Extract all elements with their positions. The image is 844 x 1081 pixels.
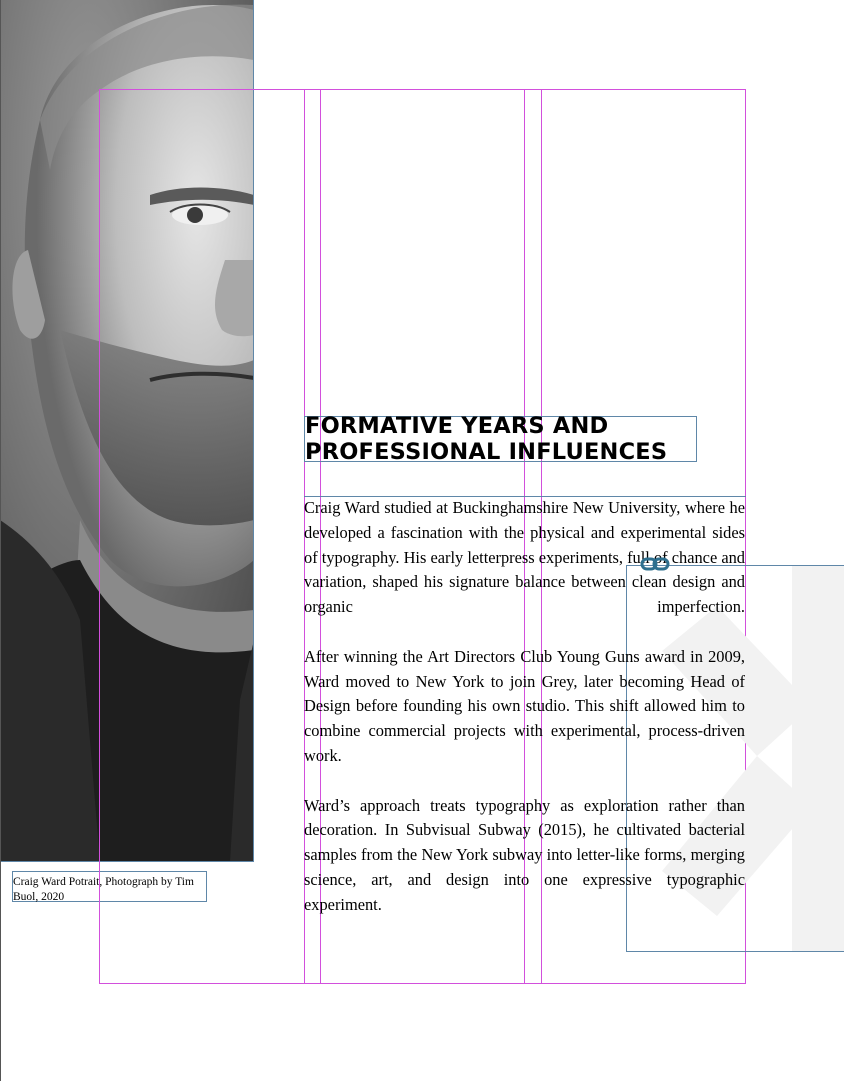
link-icon[interactable]	[640, 555, 670, 573]
section-heading	[305, 413, 667, 465]
photo-caption[interactable]	[12, 871, 207, 902]
heading-line-2: PROFESSIONAL INFLUENCES	[305, 439, 668, 465]
body-text	[304, 496, 745, 942]
portrait-photo	[0, 0, 254, 862]
page-edge	[0, 0, 1, 1081]
body-paragraph-3: Ward’s approach treats typography as exploration rather than decoration. In Subvisual Subway (2015), he cultivated bacterial samples from the New York subway into letter-like forms, merging science, art, and design into one expressive typographic experiment.	[304, 795, 745, 914]
portrait-photo-frame[interactable]	[0, 0, 254, 862]
heading-line-1: FORMATIVE YEARS AND	[305, 413, 609, 439]
body-paragraph-1: Craig Ward studied at Buckinghamshire New University, where he developed a fascination with the physical and experimental sides of typography. His early letterpress experiments, full of chance and variation, shaped his signature balance between clean design and organic imperfection.	[304, 498, 745, 617]
body-paragraph-2: After winning the Art Directors Club Young Guns award in 2009, Ward moved to New York to join Grey, later becoming Head of Design before founding his own studio. This shift allowed him to combine commercial projects with experimental, process-driven work.	[304, 646, 745, 765]
photo-caption-text: Craig Ward Potrait, Photograph by Tim Buol, 2020	[13, 876, 194, 903]
